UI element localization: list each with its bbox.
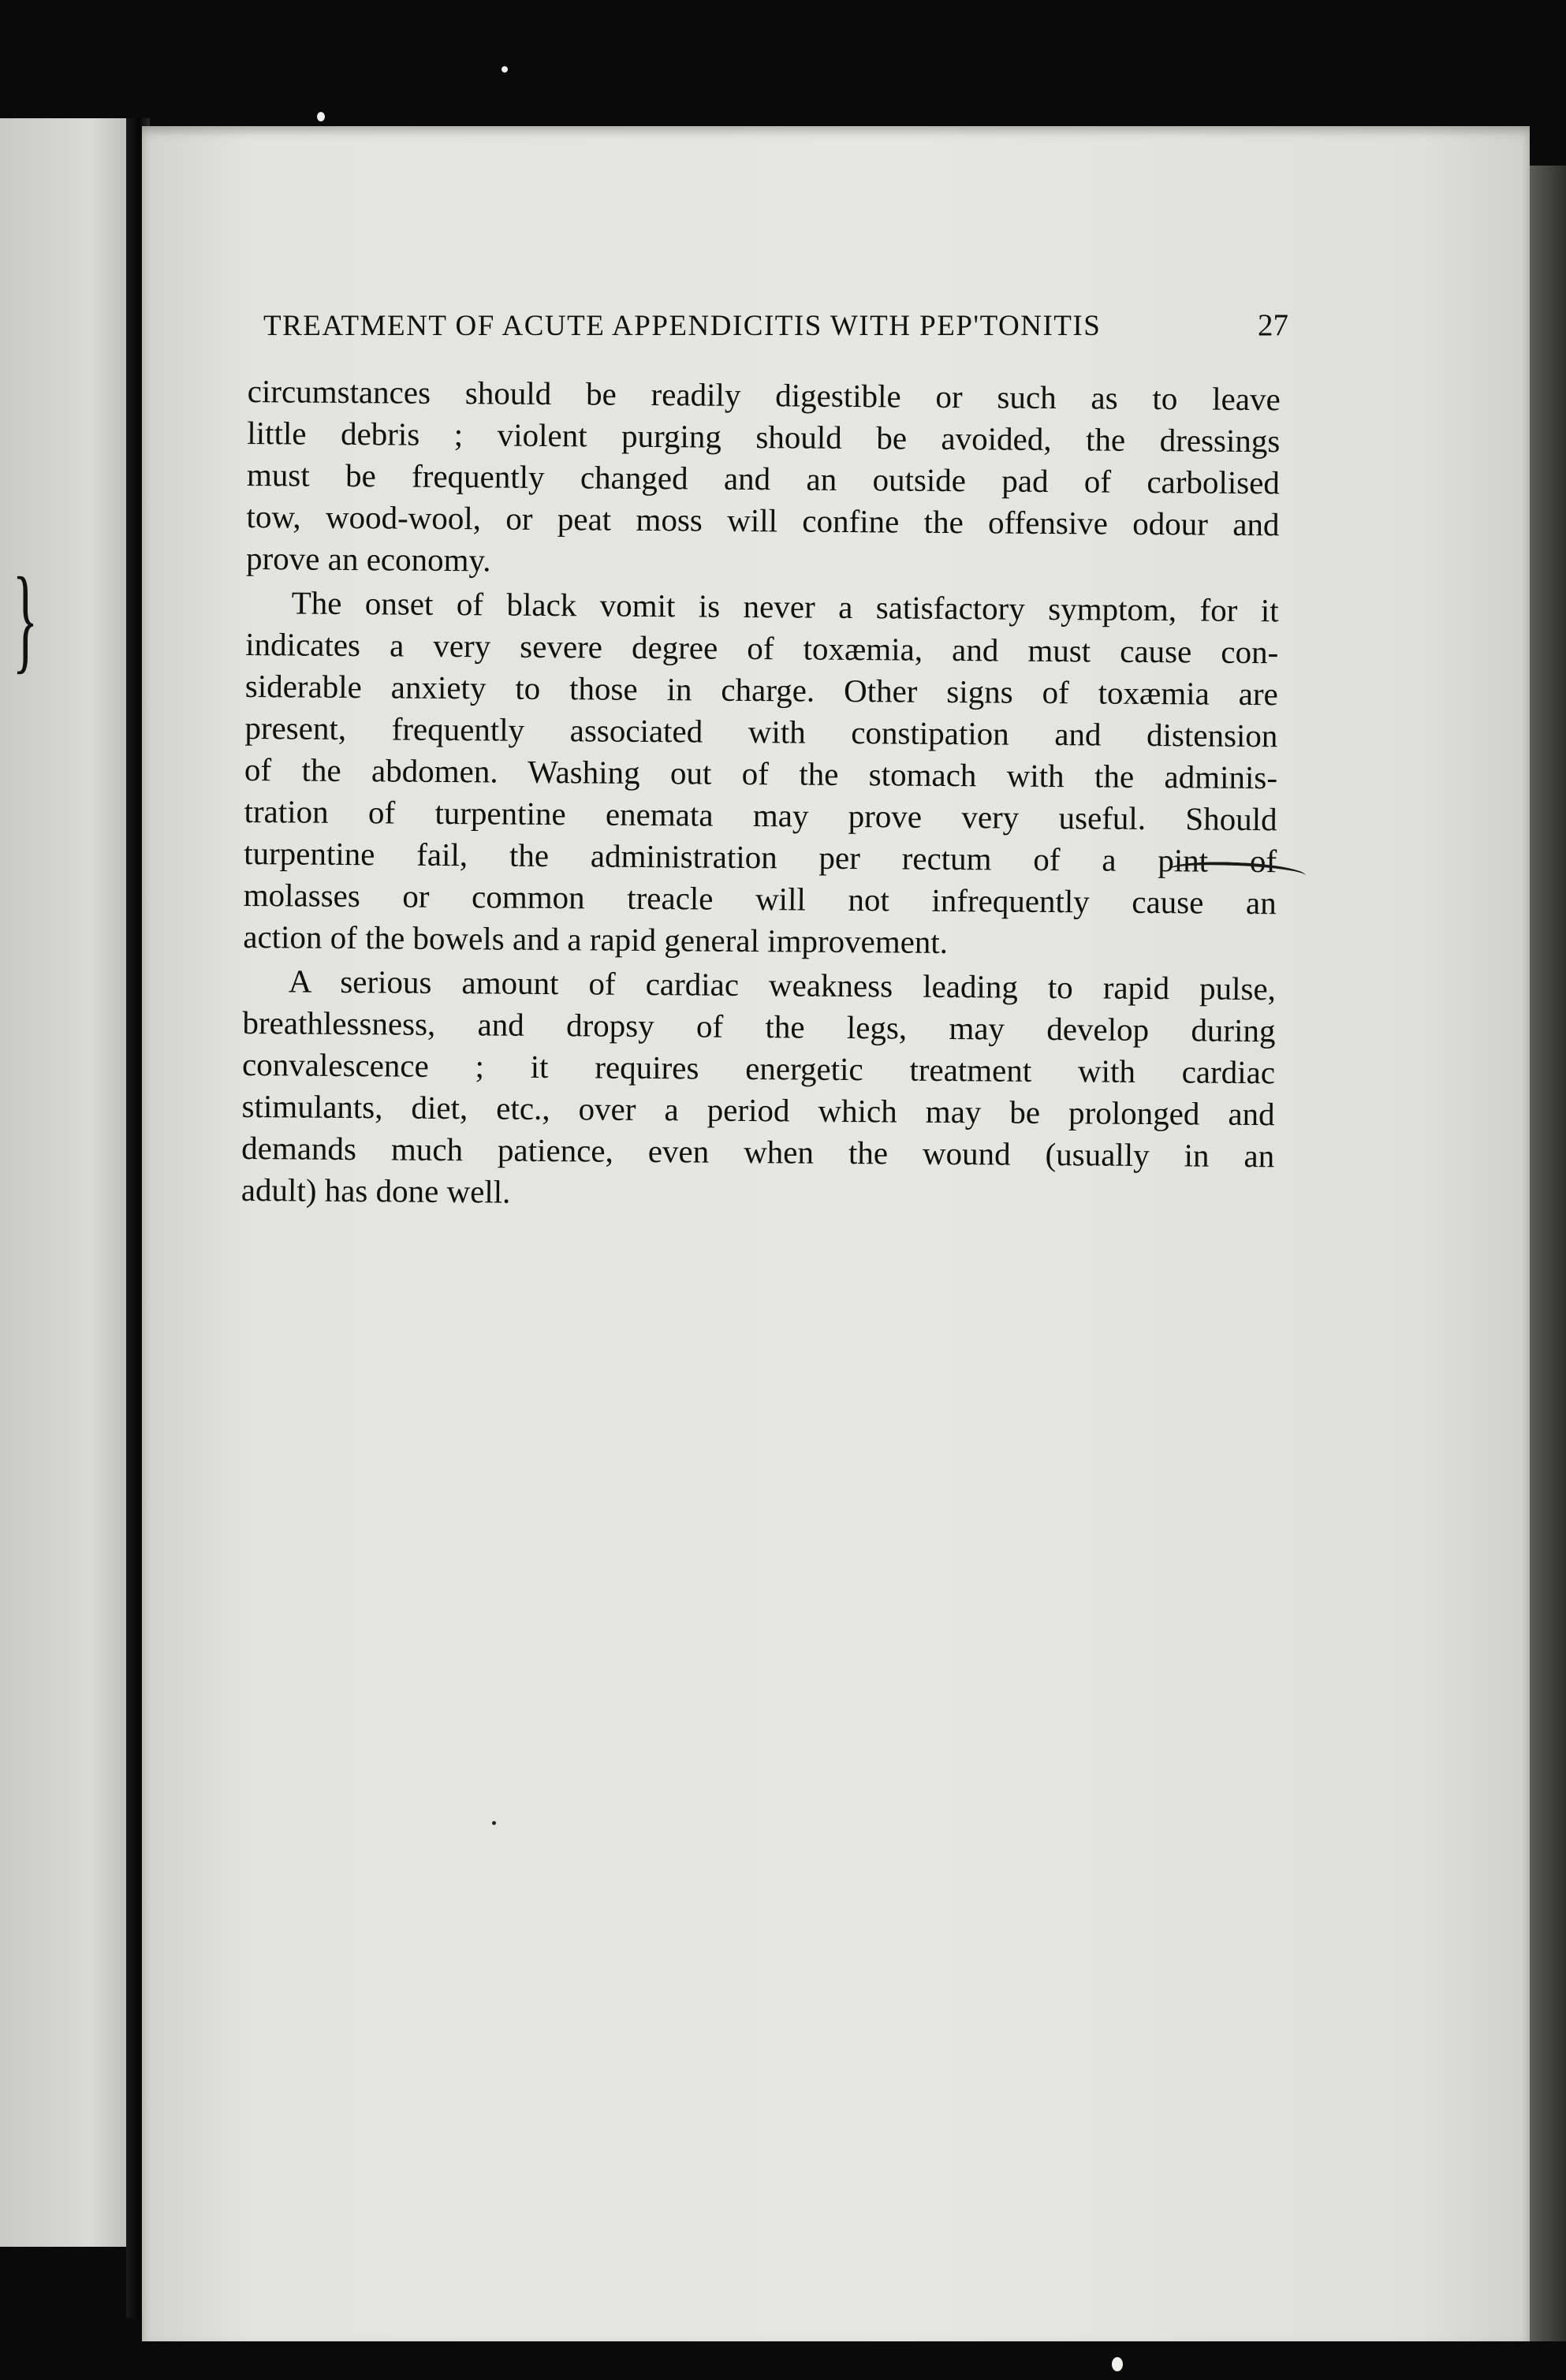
dust-speck — [501, 66, 508, 73]
text-line: adult) has done well. — [240, 1171, 511, 1210]
paragraph — [246, 371, 1281, 587]
running-header — [263, 307, 1288, 343]
body-text — [241, 371, 1281, 1221]
text-line: tow, wood-wool, or peat moss will confine the offensive odour and — [246, 497, 1280, 543]
text-line: siderable anxiety to those in charge. Other signs of toxæmia are — [244, 667, 1278, 713]
text-line: The onset of black vomit is never a satisfactory symptom, for it — [291, 584, 1279, 629]
text-line: A serious amount of cardiac weakness leading to rapid pulse, — [288, 963, 1277, 1007]
page-number: 27 — [1258, 308, 1288, 342]
running-header-title: TREATMENT OF ACUTE APPENDICITIS WITH PEP'TONITIS — [263, 310, 1102, 342]
text-line: turpentine fail, the administration per rectum of a pint of — [244, 834, 1277, 880]
page-stack-shadow — [1530, 166, 1566, 2341]
text-line: convalescence ; it requires energetic treatment with cardiac — [241, 1045, 1276, 1091]
text-line: stimulants, diet, etc., over a period which may be prolonged and — [241, 1087, 1275, 1133]
ink-speck — [492, 1821, 496, 1825]
dust-speck — [317, 112, 325, 121]
text-line: of the abdomen. Washing out of the stomach with the adminis- — [244, 751, 1278, 796]
text-line: molasses or common treacle will not infrequently cause an — [243, 876, 1277, 922]
brace-mark: } — [12, 553, 39, 684]
text-line: prove an economy. — [245, 539, 491, 579]
text-line: circumstances should be readily digestible or such as to leave — [247, 372, 1281, 418]
text-line: demands much patience, even when the wound (usually in an — [241, 1129, 1275, 1175]
text-line: action of the bowels and a rapid general improvement. — [243, 918, 949, 960]
paragraph — [243, 582, 1279, 966]
previous-page-edge — [0, 118, 130, 2247]
text-line: little debris ; violent purging should be avoided, the dressings — [247, 414, 1281, 460]
text-line: tration of turpentine enemata may prove very useful. Should — [244, 792, 1277, 838]
text-line: breathlessness, and dropsy of the legs, may develop during — [242, 1004, 1276, 1049]
text-line: present, frequently associated with constipation and distension — [244, 709, 1278, 754]
dust-speck — [1112, 2357, 1123, 2371]
text-line: must be frequently changed and an outside pad of carbolised — [246, 456, 1281, 501]
text-line: indicates a very severe degree of toxæmia, and must cause con- — [245, 625, 1279, 671]
paragraph — [241, 960, 1276, 1219]
